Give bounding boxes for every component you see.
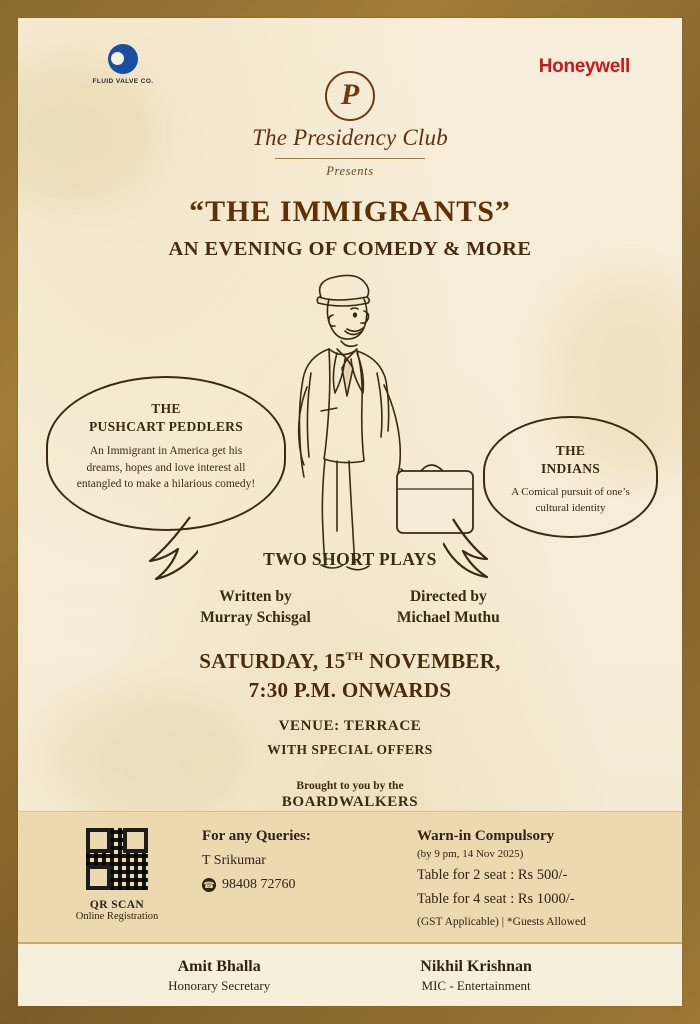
- play-1-description: An Immigrant in America get his dreams, hopes and love interest all entangled to make a hilarious comedy!: [76, 445, 256, 491]
- credits-row: [18, 588, 682, 627]
- event-date-suffix: NOVEMBER,: [363, 649, 501, 674]
- signatory-2: [420, 958, 532, 994]
- brought-by-label: Brought to you by the: [296, 780, 404, 792]
- sponsor-row: [18, 18, 682, 85]
- queries-heading: For any Queries:: [202, 828, 311, 844]
- booking-heading: Warn-in Compulsory: [417, 828, 555, 844]
- event-venue: VENUE: TERRACE: [278, 718, 422, 734]
- sponsor-fluid-valve: [78, 44, 168, 85]
- footer-signatories: [18, 942, 682, 1006]
- booking-deadline: (by 9 pm, 14 Nov 2025): [417, 848, 524, 860]
- qr-subtitle: Online Registration: [75, 911, 159, 922]
- qr-title: QR SCAN: [89, 899, 145, 911]
- sponsor-honeywell-label: Honeywell: [538, 56, 630, 77]
- club-monogram-icon: P: [325, 71, 375, 121]
- sponsor-fluid-valve-label: FLUID VALVE CO.: [92, 78, 154, 85]
- qr-block[interactable]: [18, 828, 202, 922]
- illustration-area: [18, 261, 682, 548]
- close-quote: ”: [494, 194, 511, 228]
- contact-phone-row[interactable]: [202, 877, 417, 893]
- signatory-1-name: Amit Bhalla: [177, 958, 261, 975]
- contact-name: T Srikumar: [202, 853, 266, 868]
- brought-by-name: BOARDWALKERS: [281, 794, 419, 810]
- qr-code-icon[interactable]: [86, 828, 148, 890]
- page-title: [18, 195, 682, 229]
- signatory-2-role: MIC - Entertainment: [421, 978, 531, 993]
- writer-name: Murray Schisgal: [200, 609, 311, 627]
- open-quote: “: [189, 194, 206, 228]
- event-date-prefix: SATURDAY, 15: [199, 649, 346, 674]
- speech-tail-left-icon: [78, 511, 198, 591]
- booking-note: (GST Applicable) | *Guests Allowed: [417, 916, 586, 928]
- page-subtitle: AN EVENING OF COMEDY & MORE: [168, 237, 532, 260]
- divider: [275, 158, 425, 159]
- event-datetime: [18, 647, 682, 704]
- signatory-2-name: Nikhil Krishnan: [420, 958, 532, 975]
- play-2-description: A Comical pursuit of one’s cultural identity: [511, 486, 630, 514]
- event-time: 7:30 P.M. ONWARDS: [248, 677, 452, 702]
- club-presents: Presents: [326, 163, 374, 178]
- signatory-1-role: Honorary Secretary: [168, 978, 271, 993]
- fluid-valve-logo-icon: [108, 44, 138, 74]
- written-by-block: [200, 588, 311, 627]
- two-short-plays-label: TWO SHORT PLAYS: [263, 549, 437, 570]
- signatory-1: [168, 958, 270, 994]
- play-1-title: THE PUSHCART PEDDLERS: [88, 400, 244, 434]
- brought-by-block: [18, 780, 682, 811]
- title-text: THE IMMIGRANTS: [205, 194, 495, 228]
- director-name: Michael Muthu: [396, 609, 500, 627]
- contact-phone: 98408 72760: [222, 877, 296, 892]
- price-table-2: Table for 2 seat : Rs 500/-: [417, 867, 568, 883]
- speech-tail-right-icon: [443, 513, 553, 593]
- play-2-title: THE INDIANS: [540, 442, 601, 476]
- queries-block: [202, 828, 417, 893]
- booking-block: [417, 828, 682, 928]
- phone-icon: ☎: [203, 880, 215, 890]
- event-date-ordinal: TH: [345, 649, 364, 664]
- written-by-label: Written by: [219, 588, 292, 606]
- club-block: [18, 71, 682, 179]
- directed-by-block: [397, 588, 500, 627]
- special-offers-note: WITH SPECIAL OFFERS: [267, 742, 433, 757]
- poster-paper: [18, 18, 682, 1006]
- info-band: [18, 811, 682, 942]
- price-table-4: Table for 4 seat : Rs 1000/-: [417, 891, 575, 907]
- directed-by-label: Directed by: [409, 588, 487, 606]
- club-name: The Presidency Club: [252, 124, 448, 150]
- play-card-1: [46, 376, 286, 531]
